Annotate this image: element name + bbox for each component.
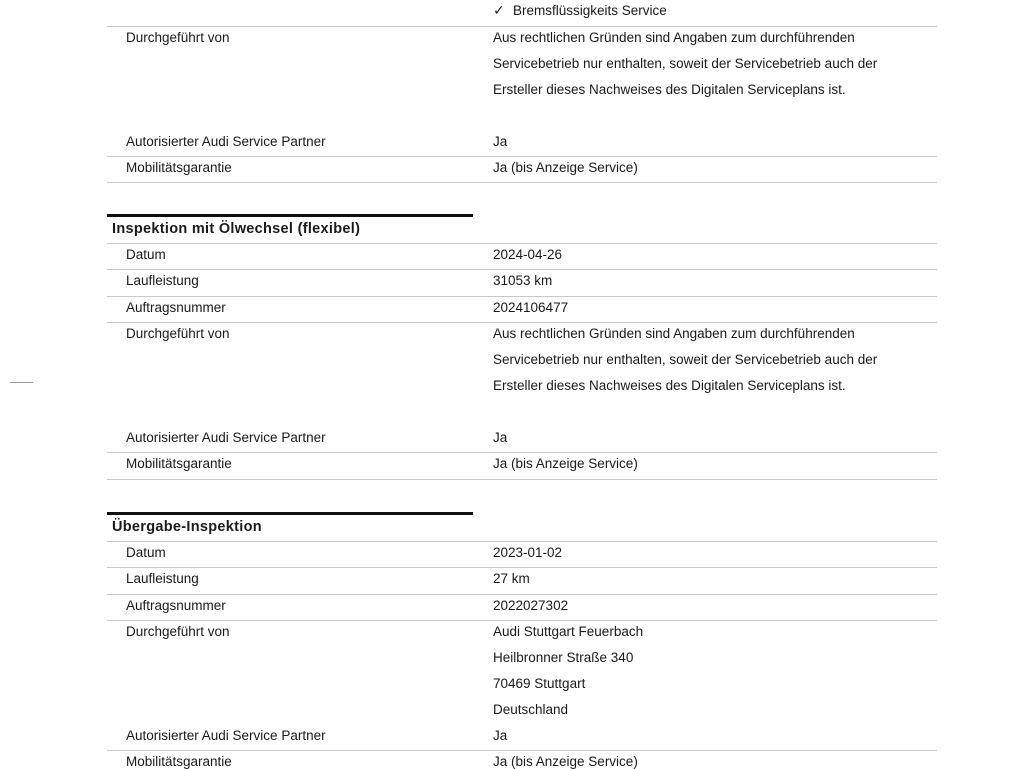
performed-by-line: Aus rechtlichen Gründen sind Angaben zum durchführenden: [493, 326, 855, 341]
mobility-label: Mobilitätsgarantie: [126, 754, 232, 769]
section-divider: [107, 214, 473, 217]
mobility-value: Ja (bis Anzeige Service): [493, 456, 638, 471]
partner-row: [107, 131, 937, 157]
performed-by-value: [493, 30, 877, 108]
mobility-label: Mobilitätsgarantie: [126, 160, 232, 175]
order-value: 2024106477: [493, 300, 569, 315]
edge-mark: [10, 382, 33, 383]
performed-by-line: Ersteller dieses Nachweises des Digitalen Serviceplans ist.: [493, 378, 846, 393]
date-row: [107, 244, 937, 270]
date-value: 2024-04-26: [493, 247, 563, 262]
address-line: Deutschland: [493, 702, 569, 717]
mileage-label: Laufleistung: [126, 273, 199, 288]
section-title: Inspektion mit Ölwechsel (flexibel): [112, 221, 361, 237]
performed-by-value: [493, 326, 877, 404]
mileage-value: 31053 km: [493, 273, 553, 288]
partner-value: Ja: [493, 728, 508, 743]
performed-by-label: Durchgeführt von: [126, 30, 230, 45]
partner-label: Autorisierter Audi Service Partner: [126, 134, 326, 149]
mobility-row: [107, 751, 937, 767]
partner-row: [107, 725, 937, 751]
performed-by-label: Durchgeführt von: [126, 624, 230, 639]
check-item-row: [107, 0, 937, 27]
mileage-row: [107, 568, 937, 595]
mobility-value: Ja (bis Anzeige Service): [493, 160, 638, 175]
mobility-label: Mobilitätsgarantie: [126, 456, 232, 471]
order-row: [107, 595, 937, 621]
partner-value: Ja: [493, 430, 508, 445]
performed-by-row: [107, 323, 937, 427]
order-row: [107, 297, 937, 323]
address-line: Heilbronner Straße 340: [493, 650, 634, 665]
performed-by-line: Ersteller dieses Nachweises des Digitalen Serviceplans ist.: [493, 82, 846, 97]
mileage-value: 27 km: [493, 571, 530, 586]
address-line: 70469 Stuttgart: [493, 676, 586, 691]
partner-label: Autorisierter Audi Service Partner: [126, 430, 326, 445]
mileage-label: Laufleistung: [126, 571, 199, 586]
date-label: Datum: [126, 545, 166, 560]
performed-by-line: Aus rechtlichen Gründen sind Angaben zum durchführenden: [493, 30, 855, 45]
partner-value: Ja: [493, 134, 508, 149]
partner-label: Autorisierter Audi Service Partner: [126, 728, 326, 743]
date-value: 2023-01-02: [493, 545, 563, 560]
checkmark-icon: ✓: [493, 2, 505, 18]
mobility-row: [107, 453, 937, 480]
order-label: Auftragsnummer: [126, 598, 226, 613]
partner-row: [107, 427, 937, 453]
mobility-value: Ja (bis Anzeige Service): [493, 754, 638, 769]
date-label: Datum: [126, 247, 166, 262]
section-header-row: [107, 516, 937, 542]
date-row: [107, 542, 937, 568]
mileage-row: [107, 270, 937, 297]
section-title: Übergabe-Inspektion: [112, 519, 262, 535]
performed-by-value: [493, 624, 643, 728]
order-label: Auftragsnummer: [126, 300, 226, 315]
order-value: 2022027302: [493, 598, 569, 613]
check-item-label: Bremsflüssigkeits Service: [513, 3, 667, 18]
performed-by-line: Servicebetrieb nur enthalten, soweit der Servicebetrieb auch der: [493, 352, 878, 367]
address-line: Audi Stuttgart Feuerbach: [493, 624, 644, 639]
performed-by-row: [107, 621, 937, 725]
performed-by-line: Servicebetrieb nur enthalten, soweit der Servicebetrieb auch der: [493, 56, 878, 71]
performed-by-row: [107, 27, 937, 131]
performed-by-label: Durchgeführt von: [126, 326, 230, 341]
section-divider: [107, 512, 473, 515]
mobility-row: [107, 157, 937, 183]
section-header-row: [107, 218, 937, 244]
